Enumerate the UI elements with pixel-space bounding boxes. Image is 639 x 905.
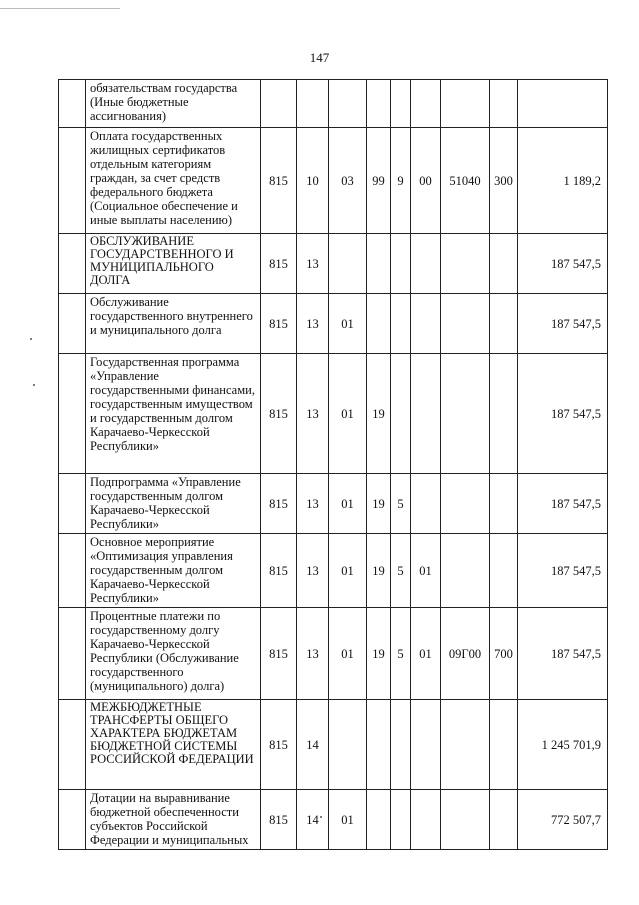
table-row xyxy=(59,128,608,234)
amount-cell: 1 189,2 xyxy=(518,128,608,234)
row-lead-cell xyxy=(59,608,86,700)
table-row xyxy=(59,608,608,700)
section-code-cell: 14 xyxy=(297,790,329,850)
item-name-cell: ОБСЛУЖИВАНИЕ ГОСУДАРСТВЕННОГО И МУНИЦИПАЛЬНОГО ДОЛГА xyxy=(86,234,261,294)
activity-code-cell xyxy=(411,474,441,534)
program-code-cell xyxy=(367,790,391,850)
activity-code-cell: 01 xyxy=(411,534,441,608)
program-code-cell: 19 xyxy=(367,474,391,534)
subprogram-code-cell: 5 xyxy=(391,608,411,700)
row-lead-cell xyxy=(59,234,86,294)
subsection-code-cell: 03 xyxy=(329,128,367,234)
subprogram-code-cell: 9 xyxy=(391,128,411,234)
program-code-cell xyxy=(367,234,391,294)
scan-speck xyxy=(320,816,322,818)
program-code-cell: 19 xyxy=(367,534,391,608)
amount-cell: 187 547,5 xyxy=(518,534,608,608)
direction-code-cell xyxy=(441,80,490,128)
section-code-cell: 13 xyxy=(297,534,329,608)
item-name-cell: Оплата государственных жилищных сертификатов отдельным категориям граждан, за счет средств федерального бюджета (Социальное обеспечение и иные выплаты населению) xyxy=(86,128,261,234)
direction-code-cell: 51040 xyxy=(441,128,490,234)
table-row xyxy=(59,80,608,128)
ministry-code-cell: 815 xyxy=(261,790,297,850)
item-name-cell: Обслуживание государственного внутреннего и муниципального долга xyxy=(86,294,261,354)
amount-cell: 187 547,5 xyxy=(518,354,608,474)
item-name-cell: Государственная программа «Управление государственными финансами, государственным имуществом и государственным долгом Карачаево-Черкесской Республики» xyxy=(86,354,261,474)
scan-speck xyxy=(33,384,35,386)
subprogram-code-cell xyxy=(391,80,411,128)
subsection-code-cell xyxy=(329,80,367,128)
row-lead-cell xyxy=(59,534,86,608)
section-code-cell: 14 xyxy=(297,700,329,790)
section-code-cell: 13 xyxy=(297,354,329,474)
subsection-code-cell: 01 xyxy=(329,294,367,354)
direction-code-cell xyxy=(441,234,490,294)
section-code-cell: 13 xyxy=(297,474,329,534)
ministry-code-cell: 815 xyxy=(261,294,297,354)
section-code-cell: 13 xyxy=(297,294,329,354)
table-body xyxy=(59,80,608,850)
expense-type-cell xyxy=(490,534,518,608)
expense-type-cell xyxy=(490,790,518,850)
top-edge-rule xyxy=(0,8,120,9)
ministry-code-cell: 815 xyxy=(261,234,297,294)
row-lead-cell xyxy=(59,790,86,850)
expense-type-cell xyxy=(490,354,518,474)
direction-code-cell: 09Г00 xyxy=(441,608,490,700)
row-lead-cell xyxy=(59,294,86,354)
direction-code-cell xyxy=(441,534,490,608)
page-number: 147 xyxy=(309,50,330,65)
activity-code-cell: 00 xyxy=(411,128,441,234)
expense-type-cell xyxy=(490,294,518,354)
expense-type-cell xyxy=(490,234,518,294)
subprogram-code-cell: 5 xyxy=(391,534,411,608)
section-code-cell: 13 xyxy=(297,608,329,700)
expense-type-cell xyxy=(490,80,518,128)
subsection-code-cell: 01 xyxy=(329,534,367,608)
subsection-code-cell: 01 xyxy=(329,474,367,534)
row-lead-cell xyxy=(59,354,86,474)
expense-type-cell xyxy=(490,474,518,534)
direction-code-cell xyxy=(441,474,490,534)
subprogram-code-cell xyxy=(391,294,411,354)
subsection-code-cell xyxy=(329,700,367,790)
amount-cell: 187 547,5 xyxy=(518,608,608,700)
activity-code-cell xyxy=(411,294,441,354)
ministry-code-cell: 815 xyxy=(261,534,297,608)
subprogram-code-cell xyxy=(391,234,411,294)
activity-code-cell xyxy=(411,354,441,474)
amount-cell: 187 547,5 xyxy=(518,234,608,294)
program-code-cell xyxy=(367,80,391,128)
program-code-cell xyxy=(367,700,391,790)
ministry-code-cell: 815 xyxy=(261,608,297,700)
item-name-cell: обязательствам государства (Иные бюджетные ассигнования) xyxy=(86,80,261,128)
program-code-cell: 19 xyxy=(367,354,391,474)
budget-table xyxy=(58,79,608,850)
subprogram-code-cell xyxy=(391,354,411,474)
row-lead-cell xyxy=(59,700,86,790)
direction-code-cell xyxy=(441,354,490,474)
item-name-cell: МЕЖБЮДЖЕТНЫЕ ТРАНСФЕРТЫ ОБЩЕГО ХАРАКТЕРА БЮДЖЕТАМ БЮДЖЕТНОЙ СИСТЕМЫ РОССИЙСКОЙ ФЕДЕРАЦИИ xyxy=(86,700,261,790)
section-code-cell xyxy=(297,80,329,128)
ministry-code-cell: 815 xyxy=(261,128,297,234)
subsection-code-cell: 01 xyxy=(329,354,367,474)
ministry-code-cell: 815 xyxy=(261,700,297,790)
activity-code-cell xyxy=(411,80,441,128)
direction-code-cell xyxy=(441,790,490,850)
activity-code-cell xyxy=(411,790,441,850)
ministry-code-cell xyxy=(261,80,297,128)
subprogram-code-cell xyxy=(391,700,411,790)
amount-cell: 187 547,5 xyxy=(518,474,608,534)
item-name-cell: Дотации на выравнивание бюджетной обеспеченности субъектов Российской Федерации и муниципальных xyxy=(86,790,261,850)
activity-code-cell xyxy=(411,234,441,294)
subprogram-code-cell xyxy=(391,790,411,850)
row-lead-cell xyxy=(59,474,86,534)
table-row xyxy=(59,534,608,608)
program-code-cell xyxy=(367,294,391,354)
table-row xyxy=(59,474,608,534)
section-code-cell: 13 xyxy=(297,234,329,294)
item-name-cell: Процентные платежи по государственному долгу Карачаево-Черкесской Республики (Обслуживание государственного (муниципального) долга) xyxy=(86,608,261,700)
table-row xyxy=(59,234,608,294)
activity-code-cell xyxy=(411,700,441,790)
ministry-code-cell: 815 xyxy=(261,354,297,474)
direction-code-cell xyxy=(441,294,490,354)
program-code-cell: 19 xyxy=(367,608,391,700)
item-name-cell: Основное мероприятие «Оптимизация управления государственным долгом Карачаево-Черкесской Республики» xyxy=(86,534,261,608)
amount-cell: 1 245 701,9 xyxy=(518,700,608,790)
row-lead-cell xyxy=(59,128,86,234)
table-row xyxy=(59,294,608,354)
direction-code-cell xyxy=(441,700,490,790)
table-row xyxy=(59,790,608,850)
section-code-cell: 10 xyxy=(297,128,329,234)
expense-type-cell xyxy=(490,700,518,790)
amount-cell: 772 507,7 xyxy=(518,790,608,850)
expense-type-cell: 700 xyxy=(490,608,518,700)
table-row xyxy=(59,354,608,474)
subprogram-code-cell: 5 xyxy=(391,474,411,534)
program-code-cell: 99 xyxy=(367,128,391,234)
expense-type-cell: 300 xyxy=(490,128,518,234)
scan-speck xyxy=(30,338,32,340)
row-lead-cell xyxy=(59,80,86,128)
ministry-code-cell: 815 xyxy=(261,474,297,534)
activity-code-cell: 01 xyxy=(411,608,441,700)
subsection-code-cell: 01 xyxy=(329,608,367,700)
amount-cell: 187 547,5 xyxy=(518,294,608,354)
subsection-code-cell: 01 xyxy=(329,790,367,850)
item-name-cell: Подпрограмма «Управление государственным долгом Карачаево-Черкесской Республики» xyxy=(86,474,261,534)
amount-cell xyxy=(518,80,608,128)
subsection-code-cell xyxy=(329,234,367,294)
table-row xyxy=(59,700,608,790)
